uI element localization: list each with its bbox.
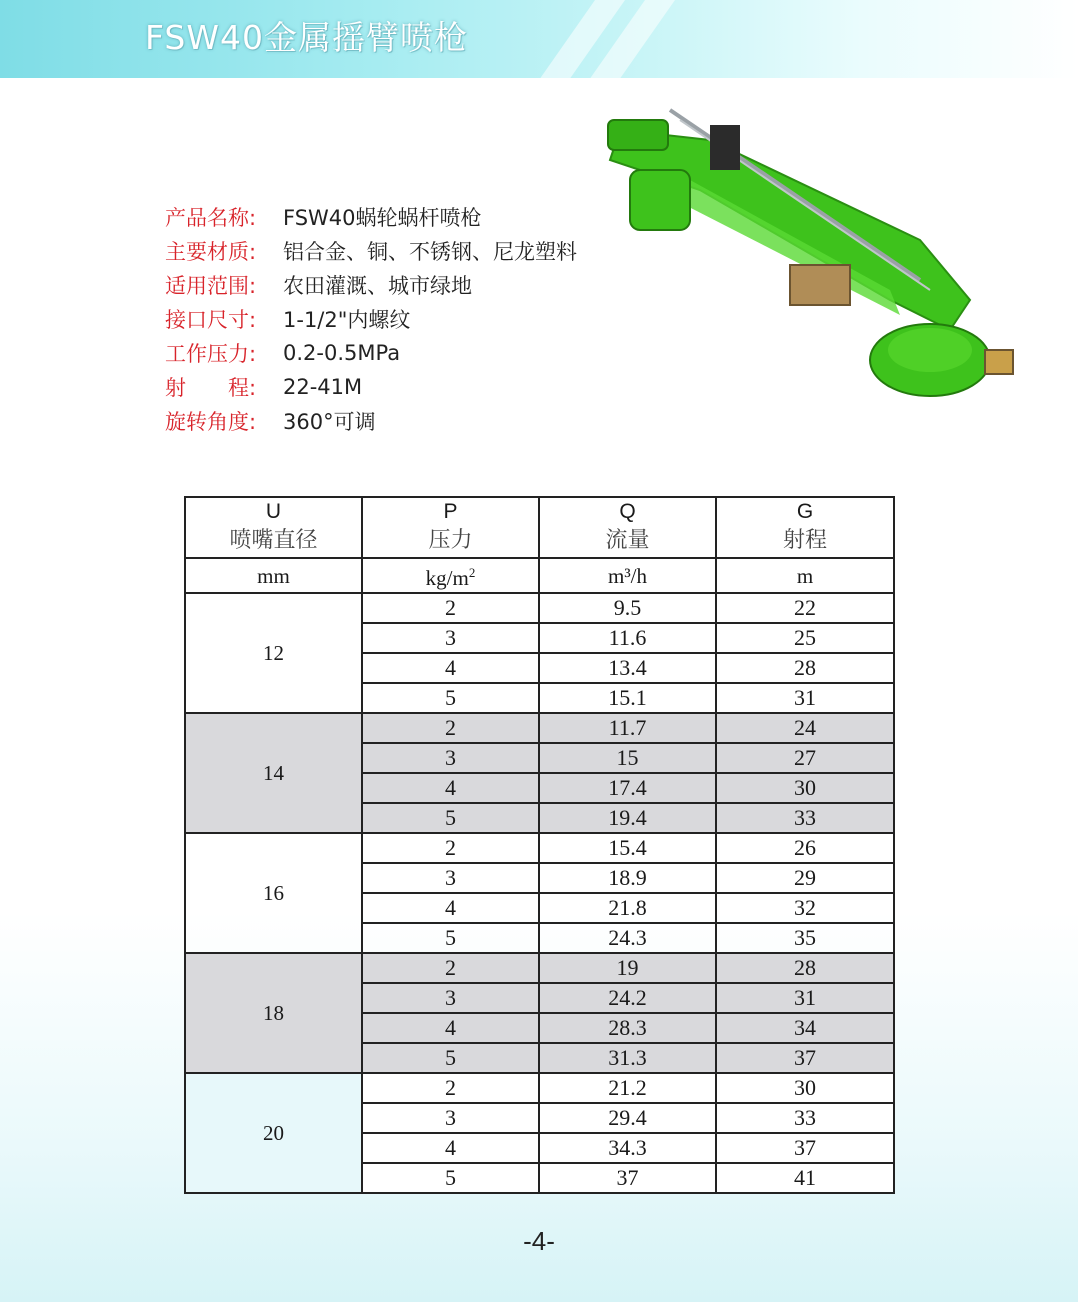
range-cell: 35 [716,923,894,953]
range-cell: 31 [716,683,894,713]
page-number: -4- [523,1226,555,1256]
gun-body [630,170,690,230]
spec-row [165,336,577,370]
flow-cell: 11.6 [539,623,716,653]
flow-cell: 15.1 [539,683,716,713]
flow-cell: 15 [539,743,716,773]
range-cell: 26 [716,833,894,863]
range-cell: 29 [716,863,894,893]
column-unit [539,558,716,593]
range-cell: 25 [716,623,894,653]
brass-bracket [790,265,850,305]
flow-cell: 19.4 [539,803,716,833]
spec-value: 0.2-0.5MPa [283,341,401,365]
spec-value: 铝合金、铜、不锈钢、尼龙塑料 [283,240,577,264]
column-name: 射程 [782,527,827,552]
flow-cell: 24.3 [539,923,716,953]
pressure-cell: 4 [362,1133,539,1163]
flow-cell: 29.4 [539,1103,716,1133]
range-cell: 27 [716,743,894,773]
column-symbol: U [265,500,282,523]
table-unit-row [185,558,894,593]
pressure-cell: 3 [362,863,539,893]
column-symbol: G [796,500,814,523]
column-symbol: P [443,500,458,523]
column-header [539,497,716,558]
flow-cell: 21.2 [539,1073,716,1103]
spec-label: 主要材质: [165,240,257,264]
range-cell: 24 [716,713,894,743]
column-header [716,497,894,558]
table-row [185,593,894,623]
table-header-row [185,497,894,558]
pressure-cell: 3 [362,623,539,653]
column-unit [716,558,894,593]
nozzle-diameter-cell: 18 [185,953,362,1073]
unit-superscript: 2 [468,565,476,580]
unit-text: m [796,563,814,588]
spec-label: 产品名称: [165,206,257,230]
pressure-cell: 3 [362,1103,539,1133]
table-row [185,953,894,983]
spec-value: 农田灌溉、城市绿地 [283,274,472,298]
flow-cell: 28.3 [539,1013,716,1043]
pressure-cell: 2 [362,953,539,983]
spec-value: 22-41M [283,375,363,399]
pressure-cell: 2 [362,833,539,863]
range-cell: 28 [716,953,894,983]
range-cell: 34 [716,1013,894,1043]
range-cell: 32 [716,893,894,923]
column-header [362,497,539,558]
pressure-cell: 4 [362,653,539,683]
range-cell: 37 [716,1043,894,1073]
column-name: 压力 [428,527,473,552]
nozzle-head [608,120,668,150]
pressure-cell: 5 [362,683,539,713]
column-unit [185,558,362,593]
range-cell: 33 [716,803,894,833]
flow-cell: 21.8 [539,893,716,923]
pressure-cell: 2 [362,713,539,743]
spec-label: 旋转角度: [165,410,257,434]
spec-row [165,200,577,234]
flow-cell: 19 [539,953,716,983]
column-symbol: Q [619,500,636,523]
pressure-cell: 4 [362,893,539,923]
pressure-cell: 3 [362,983,539,1013]
spec-label: 接口尺寸: [165,308,257,332]
spec-value: FSW40蜗轮蜗杆喷枪 [283,206,482,230]
pressure-cell: 5 [362,803,539,833]
column-unit [362,558,539,593]
spec-label: 射 程: [165,376,257,400]
table-row [185,713,894,743]
table-row [185,1073,894,1103]
flow-cell: 15.4 [539,833,716,863]
performance-table [184,496,895,1194]
pressure-cell: 2 [362,1073,539,1103]
spec-label: 工作压力: [165,342,257,366]
pressure-cell: 5 [362,923,539,953]
flow-cell: 37 [539,1163,716,1193]
column-header [185,497,362,558]
table-body [185,593,894,1193]
table-row [185,833,894,863]
spec-row [165,404,577,438]
spec-list [165,200,577,438]
unit-text: kg/m [425,566,469,590]
brass-fitting [985,350,1013,374]
pressure-cell: 5 [362,1043,539,1073]
pressure-cell: 3 [362,743,539,773]
flow-cell: 9.5 [539,593,716,623]
reversing-mechanism [710,125,740,170]
range-cell: 22 [716,593,894,623]
range-cell: 41 [716,1163,894,1193]
pressure-cell: 4 [362,773,539,803]
unit-text: mm [257,563,290,588]
spec-row [165,370,577,404]
flow-cell: 17.4 [539,773,716,803]
nozzle-diameter-cell: 14 [185,713,362,833]
column-name: 流量 [605,527,650,552]
header-band [0,0,1078,78]
spec-label: 适用范围: [165,274,257,298]
sprinkler-gun-image [590,100,1030,420]
pressure-cell: 5 [362,1163,539,1193]
range-cell: 31 [716,983,894,1013]
range-cell: 30 [716,1073,894,1103]
spec-row [165,268,577,302]
flow-cell: 24.2 [539,983,716,1013]
range-cell: 33 [716,1103,894,1133]
pressure-cell: 2 [362,593,539,623]
unit-text: m³/h [608,563,647,588]
range-cell: 28 [716,653,894,683]
nozzle-diameter-cell: 12 [185,593,362,713]
flow-cell: 11.7 [539,713,716,743]
flow-cell: 31.3 [539,1043,716,1073]
flow-cell: 34.3 [539,1133,716,1163]
nozzle-diameter-cell: 20 [185,1073,362,1193]
swivel-base-top [888,328,972,372]
spec-value: 360°可调 [283,410,376,434]
range-cell: 30 [716,773,894,803]
column-name: 喷嘴直径 [229,527,318,552]
flow-cell: 13.4 [539,653,716,683]
page-title: FSW40金属摇臂喷枪 [145,18,468,57]
pressure-cell: 4 [362,1013,539,1043]
range-cell: 37 [716,1133,894,1163]
spec-row [165,302,577,336]
spec-row [165,234,577,268]
flow-cell: 18.9 [539,863,716,893]
spec-value: 1-1/2"内螺纹 [283,308,411,332]
nozzle-diameter-cell: 16 [185,833,362,953]
